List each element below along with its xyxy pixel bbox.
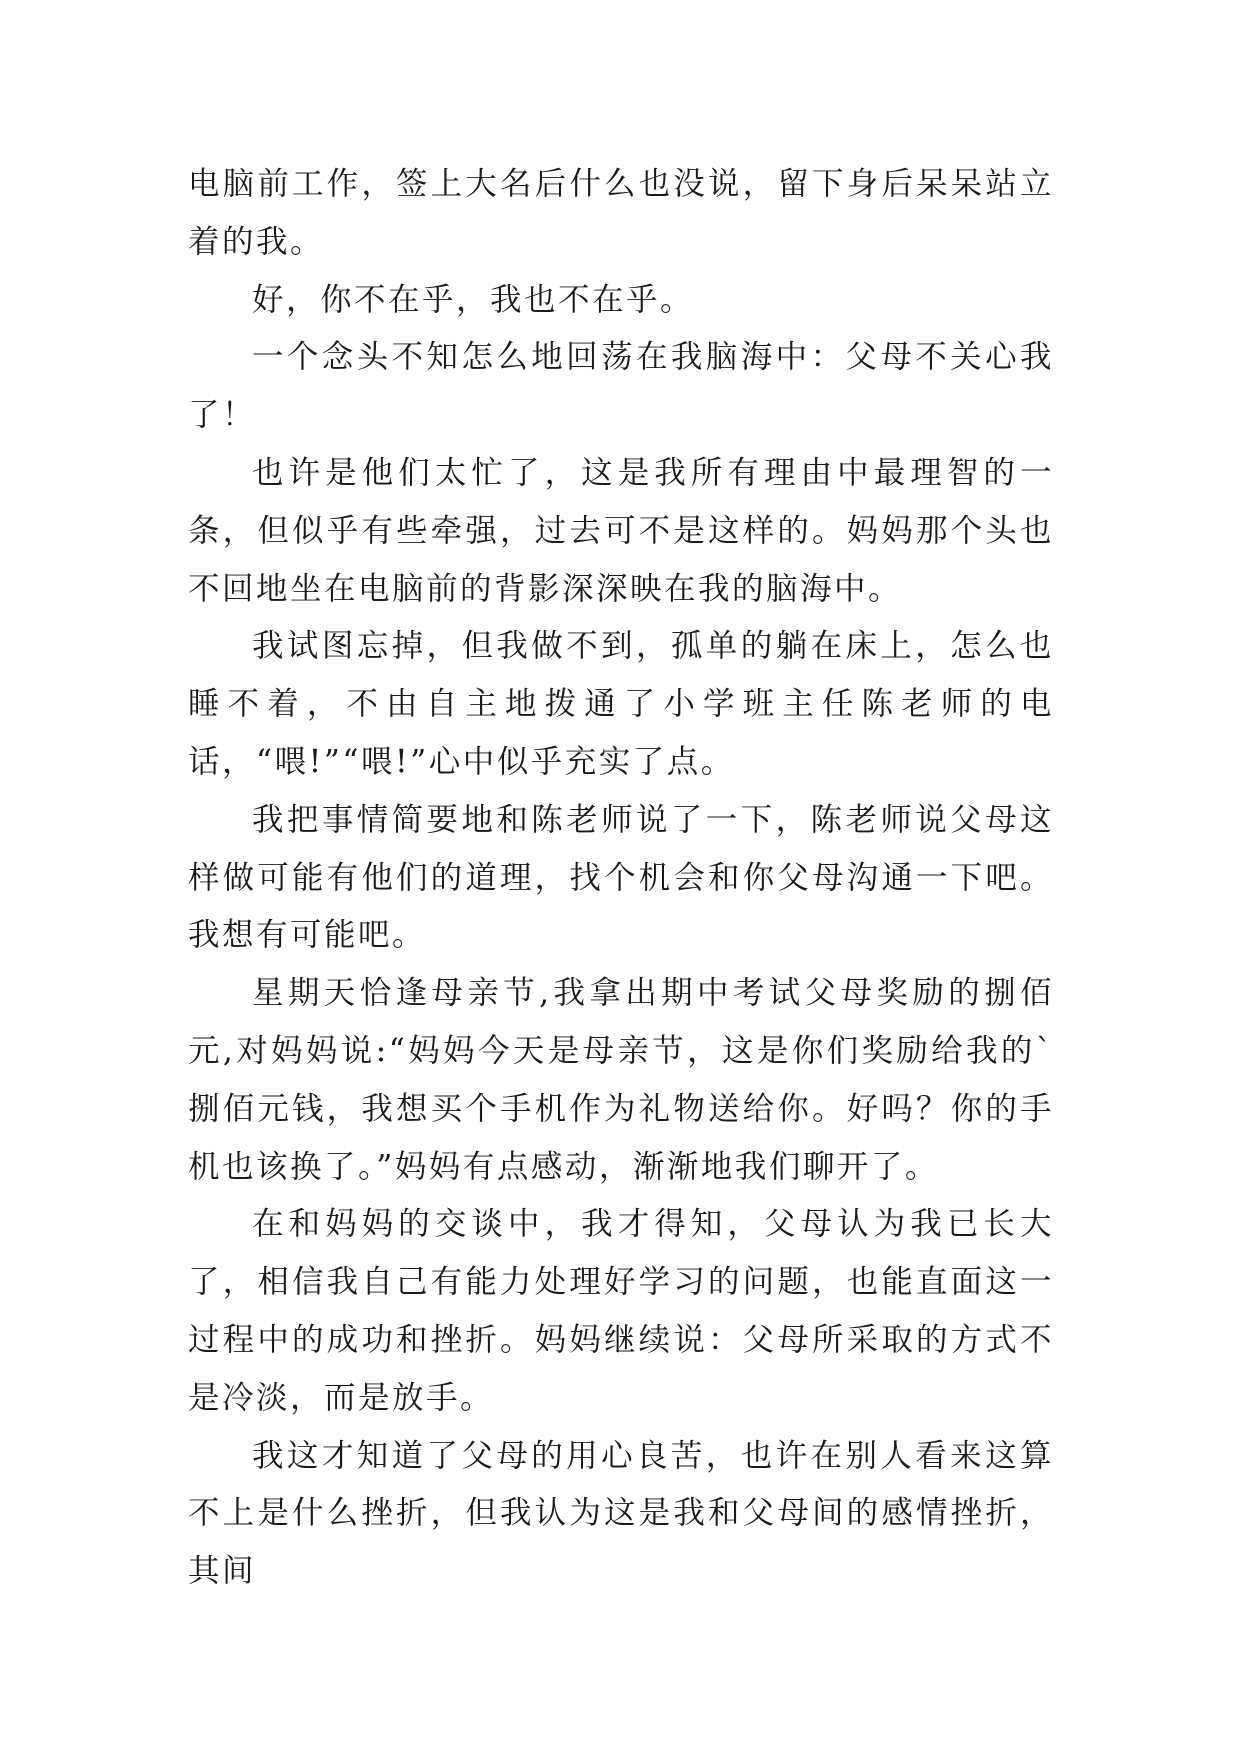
paragraph-7: 星期天恰逢母亲节,我拿出期中考试父母奖励的捌佰元,对妈妈说:“妈妈今天是母亲节，这是你们奖励给我的`捌佰元钱，我想买个手机作为礼物送给你。好吗？你的手机也该换了。”妈妈有点感动，渐渐地我们聊开了。 [188,975,1054,1185]
paragraph-8: 在和妈妈的交谈中，我才得知，父母认为我已长大了，相信我自己有能力处理好学习的问题，也能直面这一过程中的成功和挫折。妈妈继续说：父母所采取的方式不是冷淡，而是放手。 [188,1206,1054,1416]
paragraph-1: 电脑前工作，签上大名后什么也没说，留下身后呆呆站立着的我。 [188,166,1054,260]
paragraph-6: 我把事情简要地和陈老师说了一下，陈老师说父母这样做可能有他们的道理，找个机会和你父母沟通一下吧。我想有可能吧。 [188,801,1054,954]
paragraph-5: 我试图忘掉，但我做不到，孤单的躺在床上，怎么也睡不着，不由自主地拨通了小学班主任陈老师的电话，“喂!”“喂!”心中似乎充实了点。 [188,628,1054,780]
paragraph-3: 一个念头不知怎么地回荡在我脑海中：父母不关心我了！ [188,339,1054,434]
paragraph-9: 我这才知道了父母的用心良苦，也许在别人看来这算不上是什么挫折，但我认为这是我和父母间的感情挫折，其间 [188,1437,1054,1590]
paragraph-4: 也许是他们太忙了，这是我所有理由中最理智的一条，但似乎有些牵强，过去可不是这样的。妈妈那个头也不回地坐在电脑前的背影深深映在我的脑海中。 [188,454,1054,607]
body-text [188,156,1054,1601]
paragraph-2: 好，你不在乎，我也不在乎。 [252,281,695,318]
